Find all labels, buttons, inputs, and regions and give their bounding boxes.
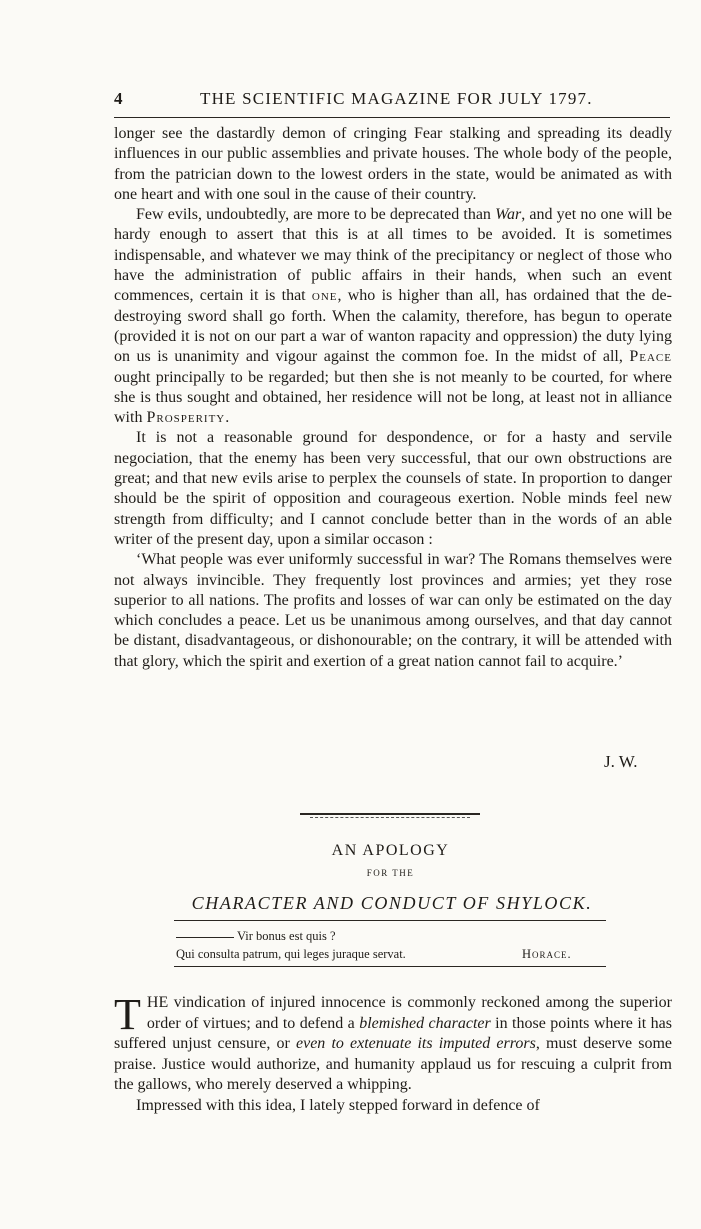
text-run: Few evils, undoubtedly, are more to be deprecated than (136, 206, 496, 224)
motto-text: Vir bonus est quis ? (237, 929, 336, 943)
article-title: AN APOLOGY (331, 842, 450, 859)
italic-war: War (495, 206, 522, 224)
motto-dash (176, 937, 234, 938)
article-war-body (114, 124, 672, 672)
text-run: . (225, 409, 230, 427)
text-run: , who is higher than all, has ordained that the de-destroying sword shall go forth. When the calamity, therefore, has begun to operate (provided it is not on our part a war of wanton rapacity and oppression) the duty lying on us is unanimity and vigour against the common foe. In the midst of all, (114, 287, 672, 366)
text-run: ought principally to be regarded; but then she is not meanly to be courted, for where she is thus sought and obtained, her residence will not be long, at least not in alliance with (114, 368, 672, 427)
small-caps-prosperity: Prosperity (146, 409, 226, 427)
paragraph-impressed: Impressed with this idea, I lately stepped forward in defence of (136, 1096, 540, 1114)
small-caps-peace: Peace (629, 348, 672, 366)
paragraph: longer see the dastardly demon of cringing Fear stalking and spreading its deadly influences in our public assemblies and private houses. The whole body of the people, from the patrician down to the lowest orders in the state, would be animated as with one heart and with one soul in the cause of their country. (114, 125, 672, 203)
ornament-line (300, 813, 480, 815)
header-rule (114, 117, 670, 118)
paragraph-war (114, 205, 672, 428)
text-run: , must deserve some praise. Justice would authorize, and humanity applaud us for rescuing a culprit from the gallows, who merely deserved a whipping. (114, 1035, 672, 1093)
page-number: 4 (114, 89, 123, 108)
paragraph-despondence: It is not a reasonable ground for despondence, or for a hasty and servile negociation, that the enemy has been very successful, that our own obstructions are great; and that new evils arise to perplex the counsels of state. In proportion to danger should be the spirit of opposition and courageous exertion. Noble minds feel new strength from difficulty; and I cannot conclude better than in the words of an able writer of the present day, upon a similar occason : (114, 429, 672, 548)
page-header (114, 89, 674, 113)
motto-rule (174, 966, 606, 967)
motto-line (176, 929, 336, 944)
motto-line: Qui consulta patrum, qui leges juraque servat. (176, 947, 406, 961)
drop-cap: T (114, 990, 141, 1039)
text-run: , and yet no one will be hardy enough to assert that this is at all times to be avoided. It is sometimes indispensable, and whatever we may think of the precipitancy or neglect of those who have the administration of public affairs in their hands, when such an event commences, certain it is that (114, 206, 672, 305)
motto-author: Horace. (522, 947, 572, 961)
subtitle-rule (174, 920, 606, 921)
article-title-for: FOR THE (366, 868, 415, 878)
quotation-paragraph: ‘What people was ever uniformly successful in war? The Romans themselves were not always invincible. They frequently lost provinces and armies; yet they rose superior to all nations. The profits and losses of war can only be estimated on the day which concludes a peace. Let us be unanimous among ourselves, and that day cannot be distant, disadvantageous, or dishonourable; on the contrary, it will be attended with that glory, which the spirit and exertion of a great nation cannot fail to acquire.’ (114, 551, 672, 670)
article-subtitle: CHARACTER AND CONDUCT OF SHYLOCK. (191, 893, 593, 913)
section-ornament-rule (300, 813, 480, 819)
ornament-line (310, 817, 470, 818)
text-run: in those points where it has suffered unjust censure, or (114, 1014, 672, 1052)
article-shylock-body (114, 990, 672, 1116)
text-run: HE vindication of injured innocence is commonly reckoned among the superior order of virtues; and to defend a (146, 994, 672, 1032)
small-caps-one: one (311, 287, 338, 305)
paragraph-vindication (114, 990, 672, 1096)
running-title: THE SCIENTIFIC MAGAZINE FOR JULY 1797. (200, 89, 593, 108)
italic-phrase: blemished character (359, 1014, 491, 1032)
signature: J. W. (604, 752, 638, 771)
italic-phrase: even to extenuate its imputed errors (296, 1035, 536, 1052)
